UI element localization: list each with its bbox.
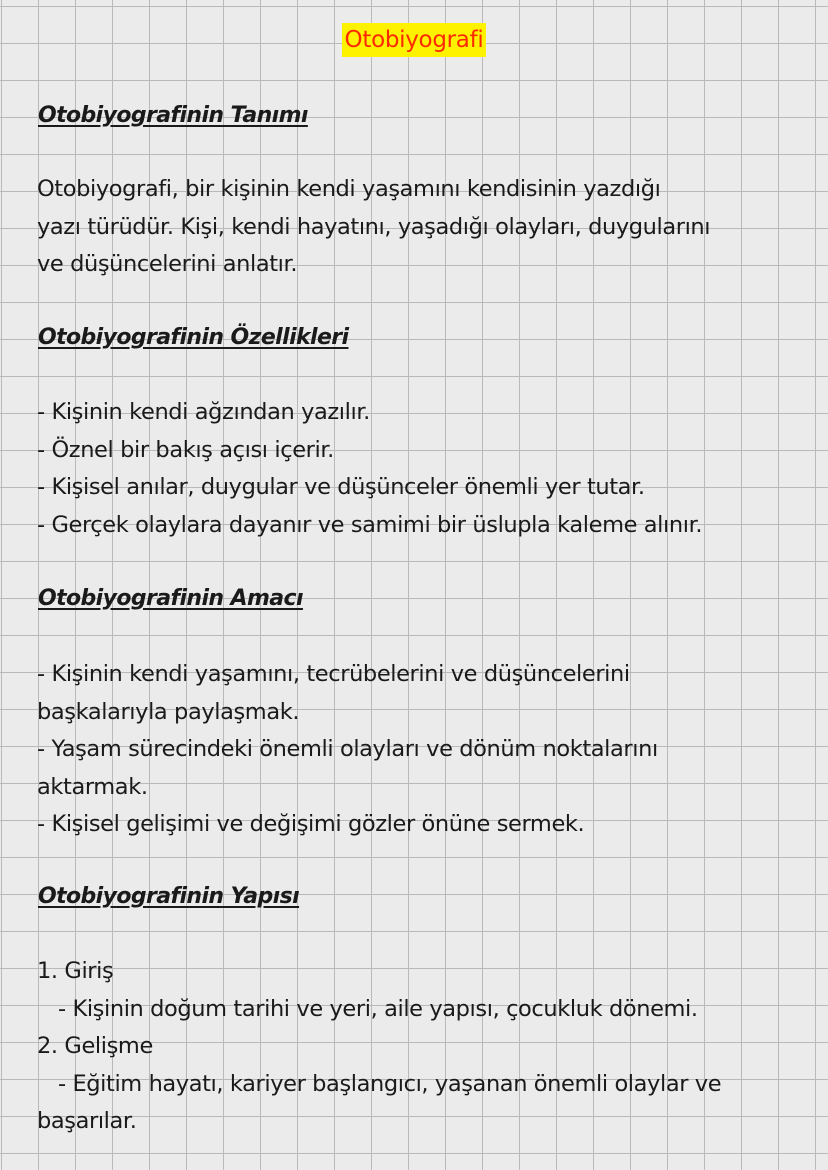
list-item: - Kişisel anılar, duygular ve düşünceler önemli yer tutar. [37, 474, 645, 500]
sub-item: - Eğitim hayatı, kariyer başlangıcı, yaşanan önemli olaylar ve [58, 1070, 722, 1097]
list-item-continuation: başkalarıyla paylaşmak. [37, 698, 300, 725]
numbered-item: 1. Giriş [37, 958, 114, 984]
section-heading-structure: Otobiyografinin Yapısı [38, 884, 300, 909]
text-line: ve düşüncelerini anlatır. [37, 251, 298, 277]
sub-item: - Kişinin doğum tarihi ve yeri, aile yapısı, çocukluk dönemi. [58, 995, 698, 1022]
page-title: Otobiyografi [342, 23, 487, 57]
list-item: - Gerçek olaylara dayanır ve samimi bir üslupla kaleme alınır. [37, 511, 703, 538]
section-body-definition [37, 171, 822, 284]
text-line: Otobiyografi, bir kişinin kendi yaşamını kendisinin yazdığı [37, 176, 661, 202]
numbered-item: 2. Gelişme [37, 1033, 153, 1059]
list-item: - Öznel bir bakış açısı içerir. [37, 436, 334, 463]
list-item: - Kişinin kendi ağzından yazılır. [37, 399, 370, 425]
list-item: - Yaşam sürecindeki önemli olayları ve dönüm noktalarını [37, 736, 658, 762]
sub-item-continuation: başarılar. [37, 1108, 137, 1134]
list-item-continuation: aktarmak. [37, 773, 148, 800]
section-body-features [37, 394, 822, 544]
title-container [0, 23, 828, 57]
text-line: yazı türüdür. Kişi, kendi hayatını, yaşadığı olayları, duygularını [37, 213, 711, 240]
list-item: - Kişinin kendi yaşamını, tecrübelerini ve düşüncelerini [37, 661, 630, 687]
section-heading-definition: Otobiyografinin Tanımı [38, 103, 308, 128]
section-heading-features: Otobiyografinin Özellikleri [38, 325, 349, 350]
section-body-structure [37, 953, 822, 1141]
section-heading-purpose: Otobiyografinin Amacı [38, 586, 303, 611]
section-body-purpose [37, 656, 822, 844]
list-item: - Kişisel gelişimi ve değişimi gözler önüne sermek. [37, 811, 585, 837]
